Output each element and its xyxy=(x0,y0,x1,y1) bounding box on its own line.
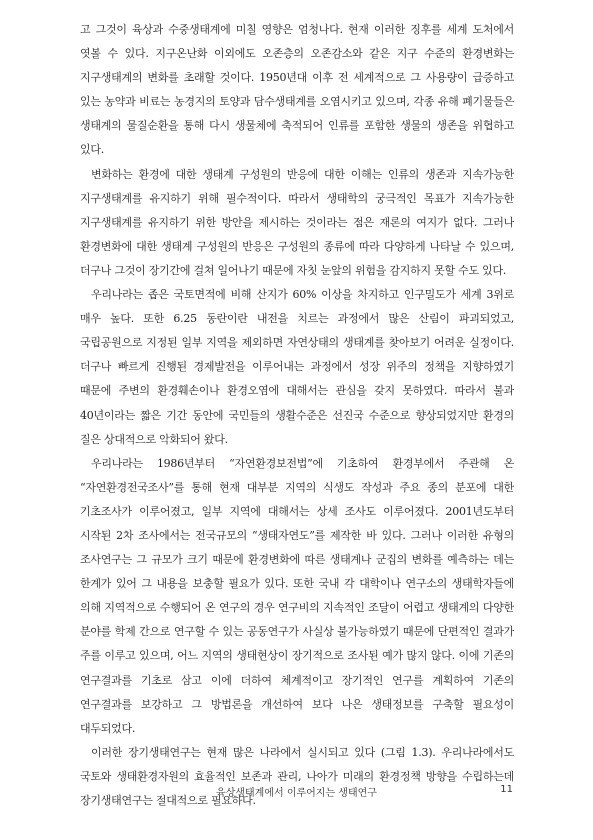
running-footer-title: 육상생태계에서 이루어지는 생태연구 xyxy=(216,788,377,799)
paragraph-continuation: 고 그것이 육상과 수중생태계에 미칠 영향은 엄청나다. 현재 이러한 징후를 세계 도처에서 엿볼 수 있다. 지구온난화 이외에도 오존층의 오존감소와 같은 지구 수준의 환경변화는 지구생태계의 변화를 초래할 것이다. 1950년대 이후 전 세계적으로 그 사용량이 급증하고 있는 농약과 비료는 농경지의 토양과 담수생태계를 오염시키고 있으며, 각종 유해 폐기물들은 생태계의 물질순환을 통해 다시 생물체에 축적되어 인류를 포함한 생물의 생존을 위협하고 있다. xyxy=(80,23,514,157)
paragraph-environmental-response: 변화하는 환경에 대한 생태계 구성원의 반응에 대한 이해는 인류의 생존과 지속가능한 지구생태계를 유지하기 위해 필수적이다. 따라서 생태학의 궁극적인 목표가 지속가능한 지구생태계를 유지하기 위한 방안을 제시하는 것이라는 점은 재론의 여지가 없다. 그러나 환경변화에 대한 생태계 구성원의 반응은 구성원의 종류에 따라 다양하게 나타날 수 있으며, 더구나 그것이 장기간에 걸쳐 일어나기 때문에 자칫 눈앞의 위험을 감지하지 못할 수도 있다. xyxy=(80,167,514,277)
paragraph-national-survey: 우리나라는 1986년부터 “자연환경보전법”에 기초하여 환경부에서 주관해 온 “자연환경전국조사”를 통해 현재 대부분 지역의 식생도 작성과 주요 종의 분포에 대한 기초조사가 이루어졌고, 일부 지역에 대해서는 상세 조사도 이루어졌다. 2001년도부터 시작된 2차 조사에서는 전국규모의 “생태자연도”를 제작한 바 있다. 그러나 이러한 유형의 조사연구는 그 규모가 크기 때문에 환경변화에 따른 생태계나 군집의 변화를 예측하는 데는 한계가 있어 그 내용을 보충할 필요가 있다. 또한 국내 각 대학이나 연구소의 생태학자들에 의해 지역적으로 수행되어 온 연구의 경우 연구비의 지속적인 조달이 어렵고 생태계의 다양한 분야를 학제 간으로 연구할 수 있는 공동연구가 사실상 불가능하였기 때문에 단편적인 결과가 주를 이루고 있으며, 어느 지역의 생태현상이 장기적으로 조사된 예가 많지 않다. 이에 기존의 연구결과를 기초로 삼고 이에 더하여 체계적이고 장기적인 연구를 계획하여 기존의 연구결과를 보강하고 그 방법론을 개선하여 보다 나은 생태정보를 구축할 필요성이 대두되었다. xyxy=(80,456,514,735)
body-text xyxy=(80,18,514,813)
page-footer xyxy=(0,784,593,800)
paragraph-long-term-research: 이러한 장기생태연구는 현재 많은 나라에서 실시되고 있다 (그림 1.3). 우리나라에서도 국토와 생태환경자원의 효율적인 보존과 관리, 나아가 미래의 환경정책 방향을 수립하는데 장기생태연구는 절대적으로 필요하다. xyxy=(80,745,514,807)
paragraph-korea-land: 우리나라는 좁은 국토면적에 비해 산지가 60% 이상을 차지하고 인구밀도가 세계 3위로 매우 높다. 또한 6.25 동란이란 내전을 치르는 과정에서 많은 산림이 파괴되었고, 국립공원으로 지정된 일부 지역을 제외하면 자연상태의 생태계를 찾아보기 어려운 실정이다. 더구나 빠르게 진행된 경제발전을 이루어내는 과정에서 성장 위주의 정책을 지향하였기 때문에 주변의 환경훼손이나 환경오염에 대해서는 관심을 갖지 못하였다. 따라서 불과 40년이라는 짧은 기간 동안에 국민들의 생활수준은 선진국 수준으로 향상되었지만 환경의 질은 상대적으로 악화되어 왔다. xyxy=(80,288,514,446)
page-number: 11 xyxy=(500,784,513,795)
